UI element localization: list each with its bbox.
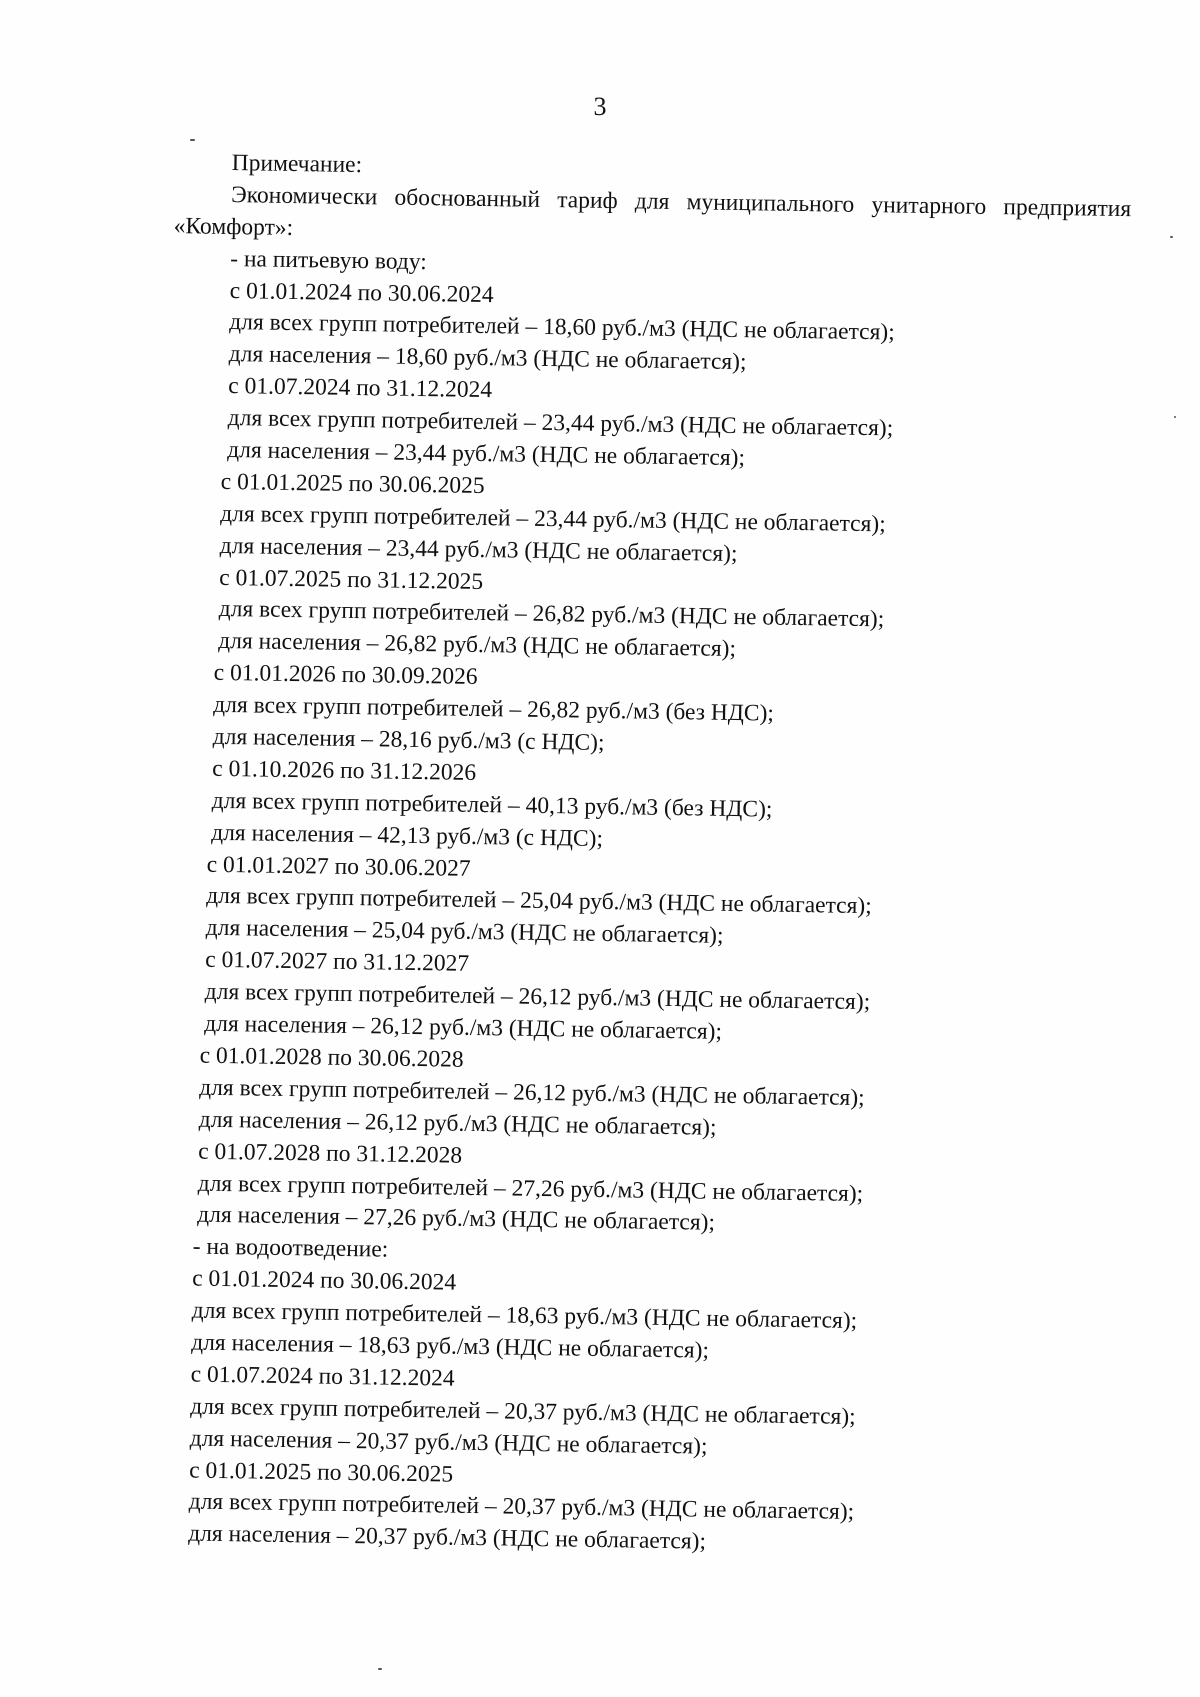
- period-line: с 01.01.2026 по 30.09.2026: [213, 660, 478, 691]
- tariff-population: для населения – 23,44 руб./м3 (НДС не облагается);: [219, 532, 738, 567]
- period-line: с 01.07.2028 по 31.12.2028: [198, 1138, 463, 1169]
- tariff-all-groups: для всех групп потребителей – 23,44 руб./м3 (НДС не облагается);: [220, 500, 886, 538]
- tariff-all-groups: для всех групп потребителей – 40,13 руб./м3 (без НДС);: [211, 787, 773, 823]
- scan-speck: [378, 1668, 382, 1670]
- tariff-population: для населения – 26,12 руб./м3 (НДС не облагается);: [198, 1106, 717, 1141]
- tariff-all-groups: для всех групп потребителей – 27,26 руб./м3 (НДС не облагается);: [197, 1170, 864, 1207]
- tariff-population: для населения – 23,44 руб./м3 (НДС не облагается);: [227, 437, 746, 472]
- tariff-population: для населения – 18,60 руб./м3 (НДС не облагается);: [228, 341, 747, 376]
- period-line: с 01.07.2027 по 31.12.2027: [205, 946, 470, 978]
- tariff-population: для населения – 28,16 руб./м3 (с НДС);: [212, 723, 605, 756]
- page-number: 3: [593, 92, 607, 121]
- section-drinking-water: - на питьевую воду:: [230, 245, 428, 275]
- tariff-population: для населения – 26,12 руб./м3 (НДС не облагается);: [204, 1010, 723, 1045]
- period-line: с 01.07.2024 по 31.12.2024: [190, 1361, 455, 1392]
- tariff-all-groups: для всех групп потребителей – 18,63 руб./м3 (НДС не облагается);: [191, 1297, 858, 1335]
- tariff-all-groups: для всех групп потребителей – 18,60 руб./м3 (НДС не облагается);: [229, 309, 895, 346]
- scan-speck: [1170, 236, 1173, 238]
- note-heading: Примечание:: [231, 150, 363, 179]
- tariff-population: для населения – 25,04 руб./м3 (НДС не облагается);: [205, 915, 724, 950]
- tariff-population: для населения – 20,37 руб./м3 (НДС не облагается);: [189, 1425, 708, 1460]
- tariff-all-groups: для всех групп потребителей – 25,04 руб./м3 (НДС не облагается);: [206, 883, 872, 920]
- period-line: с 01.01.2025 по 30.06.2025: [189, 1457, 454, 1488]
- period-line: с 01.07.2025 по 31.12.2025: [219, 564, 484, 595]
- scan-speck: [190, 139, 195, 141]
- tariff-intro: Экономически обоснованный тариф для муниципального унитарного предприятия: [231, 181, 1132, 223]
- tariff-all-groups: для всех групп потребителей – 20,37 руб./м3 (НДС не облагается);: [188, 1488, 855, 1526]
- period-line: с 01.01.2024 по 30.06.2024: [229, 277, 494, 308]
- tariff-population: для населения – 18,63 руб./м3 (НДС не облагается);: [191, 1329, 710, 1364]
- period-line: с 01.10.2026 по 31.12.2026: [212, 755, 477, 786]
- period-line: с 01.01.2024 по 30.06.2024: [192, 1265, 457, 1296]
- enterprise-name: «Комфорт»:: [173, 212, 294, 241]
- period-line: с 01.01.2025 по 30.06.2025: [220, 468, 485, 499]
- tariff-all-groups: для всех групп потребителей – 23,44 руб./м3 (НДС не облагается);: [227, 405, 894, 442]
- period-line: с 01.01.2027 по 30.06.2027: [206, 851, 471, 882]
- tariff-all-groups: для всех групп потребителей – 26,12 руб./м3 (НДС не облагается);: [204, 978, 871, 1016]
- tariff-population: для населения – 26,82 руб./м3 (НДС не облагается);: [218, 628, 737, 663]
- tariff-all-groups: для всех групп потребителей – 26,82 руб./м3 (НДС не облагается);: [218, 596, 885, 633]
- period-line: с 01.01.2028 по 30.06.2028: [199, 1042, 464, 1073]
- tariff-population: для населения – 20,37 руб./м3 (НДС не облагается);: [188, 1520, 707, 1555]
- section-wastewater: - на водоотведение:: [192, 1233, 389, 1263]
- tariff-all-groups: для всех групп потребителей – 20,37 руб./м3 (НДС не облагается);: [190, 1393, 856, 1430]
- note-body: [0, 144, 1200, 1566]
- scan-speck: [1174, 416, 1176, 418]
- tariff-population: для населения – 27,26 руб./м3 (НДС не облагается);: [197, 1202, 716, 1237]
- tariff-all-groups: для всех групп потребителей – 26,12 руб./м3 (НДС не облагается);: [199, 1074, 865, 1111]
- period-line: с 01.07.2024 по 31.12.2024: [228, 373, 493, 404]
- tariff-population: для населения – 42,13 руб./м3 (с НДС);: [211, 819, 604, 852]
- tariff-all-groups: для всех групп потребителей – 26,82 руб./м3 (без НДС);: [213, 691, 775, 727]
